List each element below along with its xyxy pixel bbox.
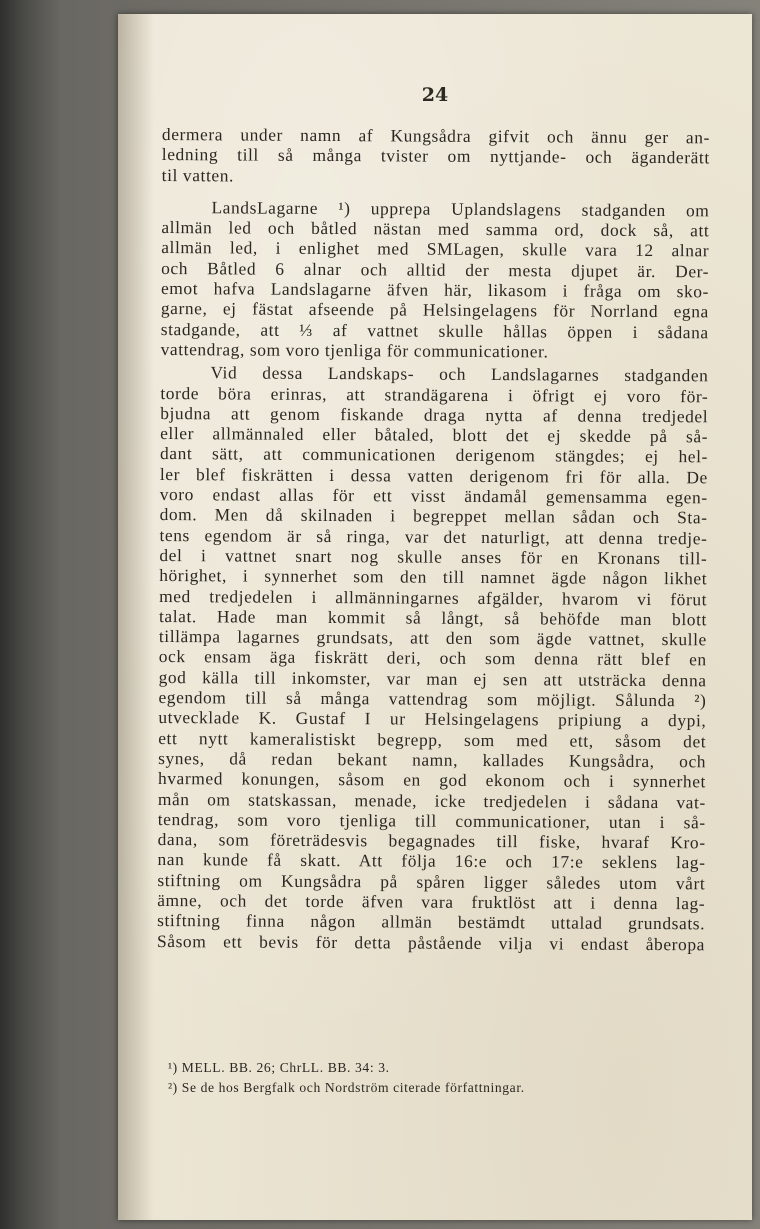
text-line: ledning till så många tvister om nyttjande- och äganderätt [161,144,710,168]
text-line: allmän led, i enlighet med SMLagen, skulle vara 12 alnar [161,237,710,261]
text-line: ler blef fiskrätten i dessa vatten derigenom fri för alla. De [159,463,708,488]
text-line: talat. Hade man kommit så långt, så behöfde man blott [158,605,708,630]
text-line: dant sätt, att communicationen derigenom stängdes; ej hel- [159,443,709,467]
text-line: Såsom ett bevis för detta påstående vilja vi endast åberopa [156,930,706,954]
text-line: hvarmed konungen, såsom en god ekonom och i synnerhet [157,768,707,792]
body-text [157,124,710,954]
text-line: bjudna att genom fiskande draga nytta af denna tredjedel [160,402,709,427]
text-line: stiftning om Kungsådra på spåren ligger således utom vårt [157,869,706,894]
text-line: emot hafva Landslagarne äfven här, likasom i fråga om sko- [160,278,710,302]
text-line: mån om statskassan, menade, icke tredjedelen i sådana vat- [157,788,706,812]
text-line: god källa till inkomster, var man ej sen att utsträcka denna [158,666,707,691]
text-line: til vatten. [161,164,235,186]
footnotes [168,1058,708,1098]
text-line: allmän led och båtled nästan med samma ord, dock så, att [161,217,710,241]
text-line: utvecklade K. Gustaf I ur Helsingelagens pripiung a dypi, [158,707,707,731]
text-line: garne, ej fästat afseende på Helsingelagens för Norrland egna [160,298,709,322]
text-line: torde böra erinras, att strandägarena i öfrigt ej voro för- [160,382,709,406]
text-line: tillämpa lagarnes grundsats, att den som ägde vattnet, skulle [158,626,707,650]
text-line: dom. Men då skilnaden i begreppet mellan sådan och Sta- [159,504,708,528]
text-line: ett nytt kameralistiskt begrepp, som med ett, såsom det [158,727,707,751]
book-page [118,14,752,1220]
text-line: voro endast allas för ett visst ändamål gemensamma egen- [159,484,708,508]
text-line: del i vattnet snart nog skulle anses för en Kronans till- [159,544,708,569]
text-line: tendrag, som voro tjenliga till communicationer, utan i så- [157,808,706,833]
text-line: eller allmännaled eller båtaled, blott det ej skedde på så- [160,423,709,447]
text-line: hörighet, i synnerhet som den till namnet ägde någon likhet [159,565,708,589]
footnote: ¹) MELL. BB. 26; ChrLL. BB. 34: 3. [168,1060,390,1075]
text-line: LandsLagarne ¹) upprepa Uplandslagens stadganden om [211,197,710,221]
text-line: ock ensam äga fiskrätt deri, och som denna rätt blef en [158,646,707,670]
text-line: egendom till så många vattendrag som möjligt. Sålunda ²) [158,687,707,711]
text-line: tens egendom är så ringa, var det naturligt, att denna tredje- [159,524,708,548]
text-line: Vid dessa Landskaps- och Landslagarnes stadganden [210,362,709,386]
text-line: med tredjedelen i allmänningarnes afgälder, hvarom vi förut [159,585,708,609]
text-line: synes, då redan bekant namn, kallades Kungsådra, och [158,747,707,772]
text-line: dana, som företrädesvis begagnades till fiske, hvaraf Kro- [157,829,706,853]
text-line: ämne, och det torde äfven vara fruktlöst att i denna lag- [157,889,706,914]
text-line: nan kunde få skatt. Att följa 16:e och 17:e seklens lag- [157,849,706,873]
page-number: 24 [421,84,449,106]
text-line: stiftning finna någon allmän bestämdt uttalad grundsats. [157,910,706,934]
text-line: och Båtled 6 alnar och alltid der mesta djupet är. Der- [161,257,710,282]
text-line: vattendrag, som voro tjenliga för communicationer. [160,338,549,362]
text-line: stadgande, att ⅓ af vattnet skulle hållas öppen i sådana [160,318,709,343]
text-line: dermera under namn af Kungsådra gifvit och ännu ger an- [161,124,710,148]
footnote: ²) Se de hos Bergfalk och Nordström citerade författningar. [168,1080,525,1095]
